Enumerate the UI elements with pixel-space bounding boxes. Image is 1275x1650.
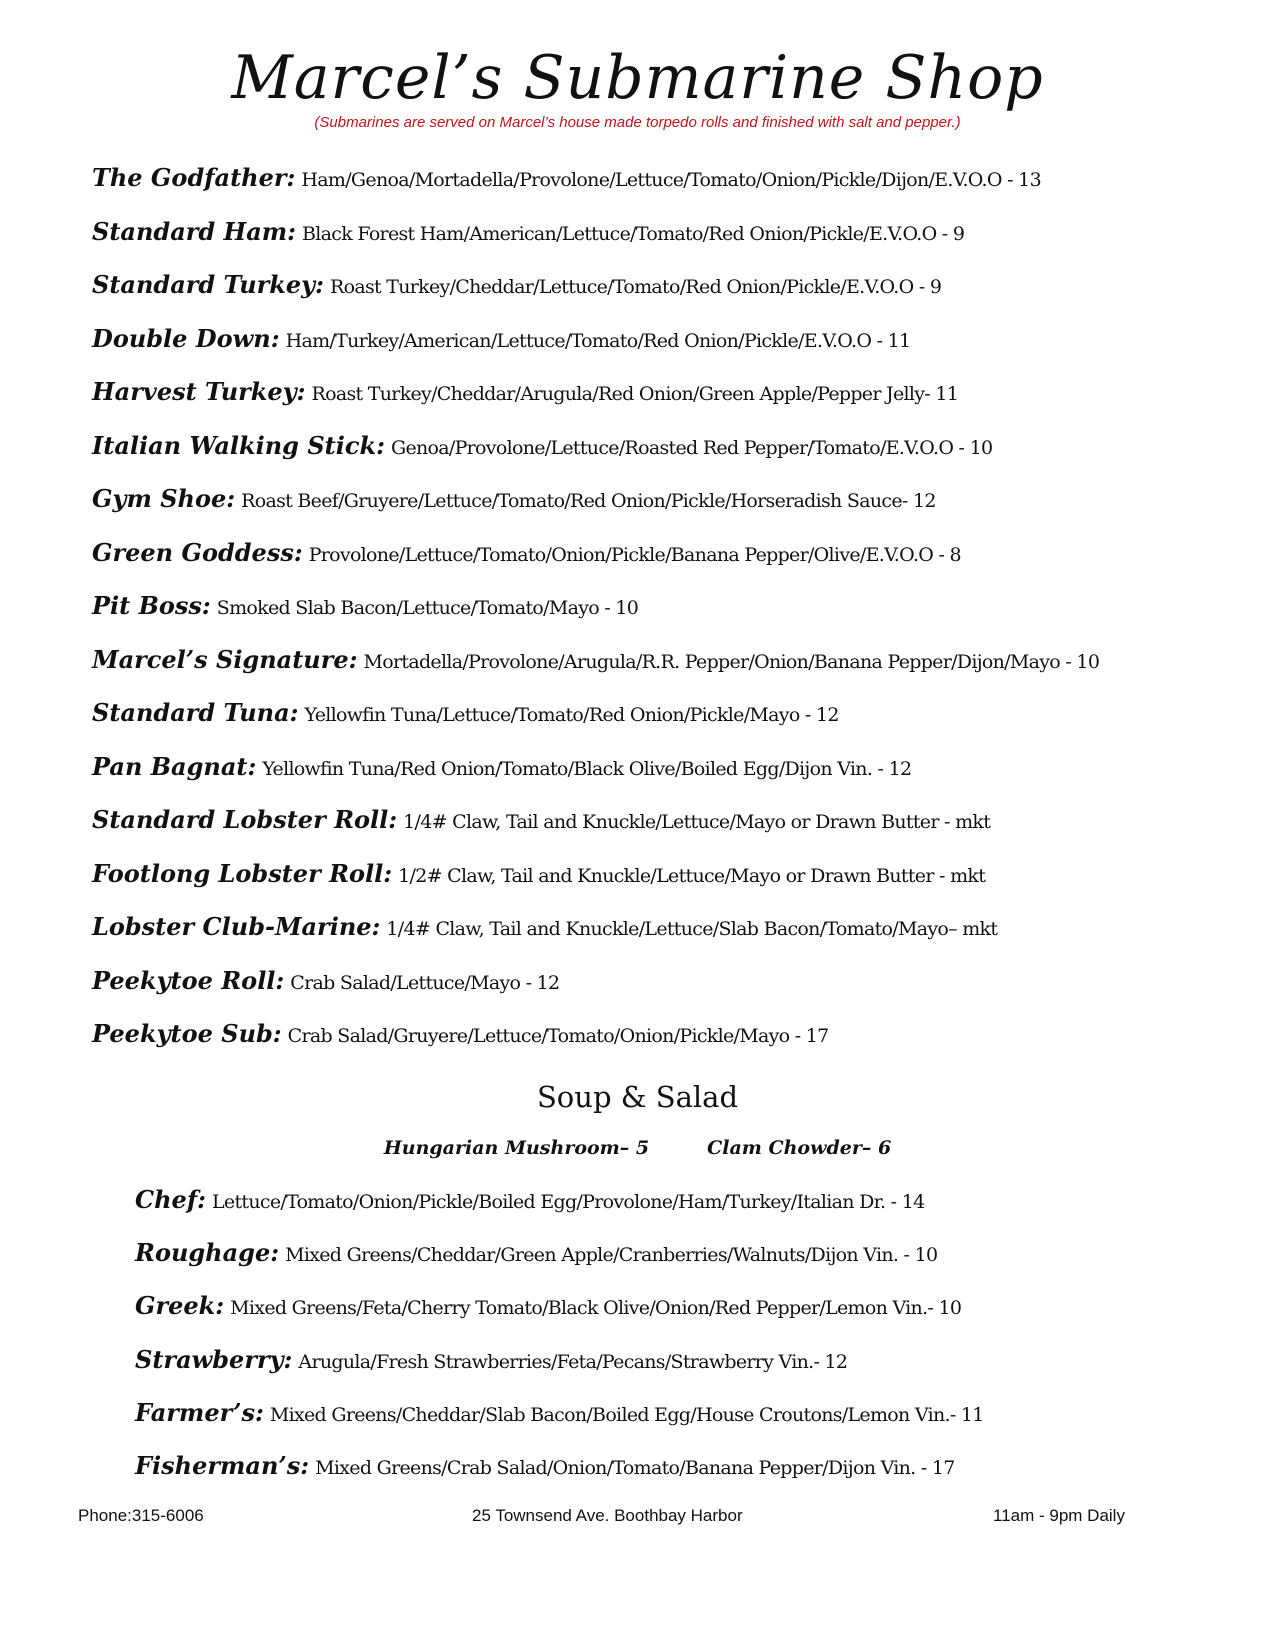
item-description: 1/4# Claw, Tail and Knuckle/Lettuce/Slab Bacon/Tomato/Mayo– mkt	[386, 918, 998, 940]
salad-list	[135, 1180, 1255, 1499]
item-name: The Godfather:	[92, 163, 296, 192]
salad-item	[135, 1446, 1255, 1499]
item-name: Italian Walking Stick:	[92, 430, 385, 460]
menu-item	[92, 586, 1262, 640]
item-description: Ham/Turkey/American/Lettuce/Tomato/Red Onion/Pickle/E.V.O.O - 11	[285, 329, 911, 352]
item-description: Roast Beef/Gruyere/Lettuce/Tomato/Red Onion/Pickle/Horseradish Sauce- 12	[241, 490, 936, 512]
item-description: Ham/Genoa/Mortadella/Provolone/Lettuce/Tomato/Onion/Pickle/Dijon/E.V.O.O - 13	[301, 169, 1041, 191]
page-title: Marcel’s Submarine Shop	[231, 43, 1044, 113]
menu-item	[92, 479, 1262, 533]
soup-item: Hungarian Mushroom– 5	[383, 1137, 650, 1159]
item-name: Greek:	[135, 1291, 225, 1321]
menu-item	[92, 747, 1262, 801]
item-name: Peekytoe Roll:	[92, 965, 285, 995]
item-name: Lobster Club-Marine:	[92, 912, 381, 941]
salad-item	[135, 1180, 1255, 1233]
menu-item	[92, 372, 1262, 426]
section-title-soup-salad: Soup & Salad	[536, 1080, 739, 1114]
menu-item	[92, 800, 1262, 854]
item-name: Standard Ham:	[92, 216, 297, 246]
menu-item	[92, 265, 1262, 319]
item-description: Mixed Greens/Cheddar/Slab Bacon/Boiled Egg/House Croutons/Lemon Vin.- 11	[269, 1403, 984, 1426]
menu-item	[92, 212, 1262, 266]
salad-item	[135, 1340, 1255, 1393]
menu-subtitle-note: (Submarines are served on Marcel’s house made torpedo rolls and finished with salt and pepper.)	[314, 114, 961, 131]
item-description: Mixed Greens/Crab Salad/Onion/Tomato/Banana Pepper/Dijon Vin. - 17	[315, 1456, 955, 1479]
menu-item	[92, 640, 1262, 694]
menu-item	[92, 319, 1262, 373]
item-description: Black Forest Ham/American/Lettuce/Tomato/Red Onion/Pickle/E.V.O.O - 9	[302, 222, 965, 245]
item-name: Fisherman’s:	[135, 1450, 310, 1480]
menu-item	[92, 854, 1262, 908]
item-name: Harvest Turkey:	[92, 377, 306, 406]
item-name: Marcel’s Signature:	[92, 644, 358, 674]
item-description: Genoa/Provolone/Lettuce/Roasted Red Pepper/Tomato/E.V.O.O - 10	[390, 436, 993, 459]
salad-item	[135, 1286, 1255, 1339]
item-name: Green Goddess:	[92, 537, 303, 567]
item-description: 1/2# Claw, Tail and Knuckle/Lettuce/Mayo or Drawn Butter - mkt	[398, 864, 986, 887]
item-description: Provolone/Lettuce/Tomato/Onion/Pickle/Banana Pepper/Olive/E.V.O.O - 8	[308, 543, 961, 566]
item-name: Farmer’s:	[135, 1397, 264, 1427]
footer-phone: Phone:315-6006	[78, 1506, 204, 1525]
item-description: Roast Turkey/Cheddar/Lettuce/Tomato/Red Onion/Pickle/E.V.O.O - 9	[329, 276, 942, 298]
item-name: Strawberry:	[135, 1344, 293, 1374]
item-description: Yellowfin Tuna/Red Onion/Tomato/Black Olive/Boiled Egg/Dijon Vin. - 12	[262, 757, 912, 780]
footer-address: 25 Townsend Ave. Boothbay Harbor	[472, 1506, 743, 1525]
salad-item	[135, 1393, 1255, 1446]
soup-item: Clam Chowder– 6	[707, 1137, 892, 1159]
item-description: Crab Salad/Gruyere/Lettuce/Tomato/Onion/Pickle/Mayo - 17	[287, 1025, 829, 1047]
submarine-list	[92, 158, 1262, 1068]
menu-item	[92, 961, 1262, 1015]
item-name: Double Down:	[92, 323, 280, 353]
menu-item	[92, 426, 1262, 480]
menu-item	[92, 907, 1262, 961]
item-name: Pan Bagnat:	[92, 751, 257, 781]
item-name: Pit Boss:	[92, 591, 211, 620]
item-description: Roast Turkey/Cheddar/Arugula/Red Onion/Green Apple/Pepper Jelly- 11	[311, 383, 959, 405]
item-description: Mortadella/Provolone/Arugula/R.R. Pepper/Onion/Banana Pepper/Dijon/Mayo - 10	[363, 650, 1100, 673]
footer-hours: 11am - 9pm Daily	[993, 1506, 1125, 1525]
item-description: Mixed Greens/Feta/Cherry Tomato/Black Olive/Onion/Red Pepper/Lemon Vin.- 10	[230, 1297, 962, 1320]
item-description: Crab Salad/Lettuce/Mayo - 12	[290, 971, 560, 994]
item-name: Roughage:	[135, 1238, 280, 1268]
item-description: Mixed Greens/Cheddar/Green Apple/Cranberries/Walnuts/Dijon Vin. - 10	[285, 1244, 938, 1267]
item-name: Standard Turkey:	[92, 270, 324, 299]
item-name: Footlong Lobster Roll:	[92, 858, 393, 888]
item-name: Peekytoe Sub:	[92, 1019, 282, 1048]
item-name: Standard Tuna:	[92, 698, 299, 727]
salad-item	[135, 1233, 1255, 1286]
menu-item	[92, 533, 1262, 587]
menu-item	[92, 158, 1262, 212]
item-description: Lettuce/Tomato/Onion/Pickle/Boiled Egg/Provolone/Ham/Turkey/Italian Dr. - 14	[212, 1191, 925, 1213]
menu-item	[92, 1014, 1262, 1068]
item-name: Standard Lobster Roll:	[92, 805, 398, 834]
item-name: Gym Shoe:	[92, 484, 236, 513]
item-description: Yellowfin Tuna/Lettuce/Tomato/Red Onion/Pickle/Mayo - 12	[304, 704, 839, 726]
item-name: Chef:	[135, 1185, 207, 1214]
item-description: Smoked Slab Bacon/Lettuce/Tomato/Mayo - 10	[216, 597, 639, 619]
soup-list	[0, 1134, 1275, 1162]
menu-item	[92, 693, 1262, 747]
item-description: 1/4# Claw, Tail and Knuckle/Lettuce/Mayo or Drawn Butter - mkt	[403, 811, 991, 833]
item-description: Arugula/Fresh Strawberries/Feta/Pecans/Strawberry Vin.- 12	[298, 1350, 848, 1373]
